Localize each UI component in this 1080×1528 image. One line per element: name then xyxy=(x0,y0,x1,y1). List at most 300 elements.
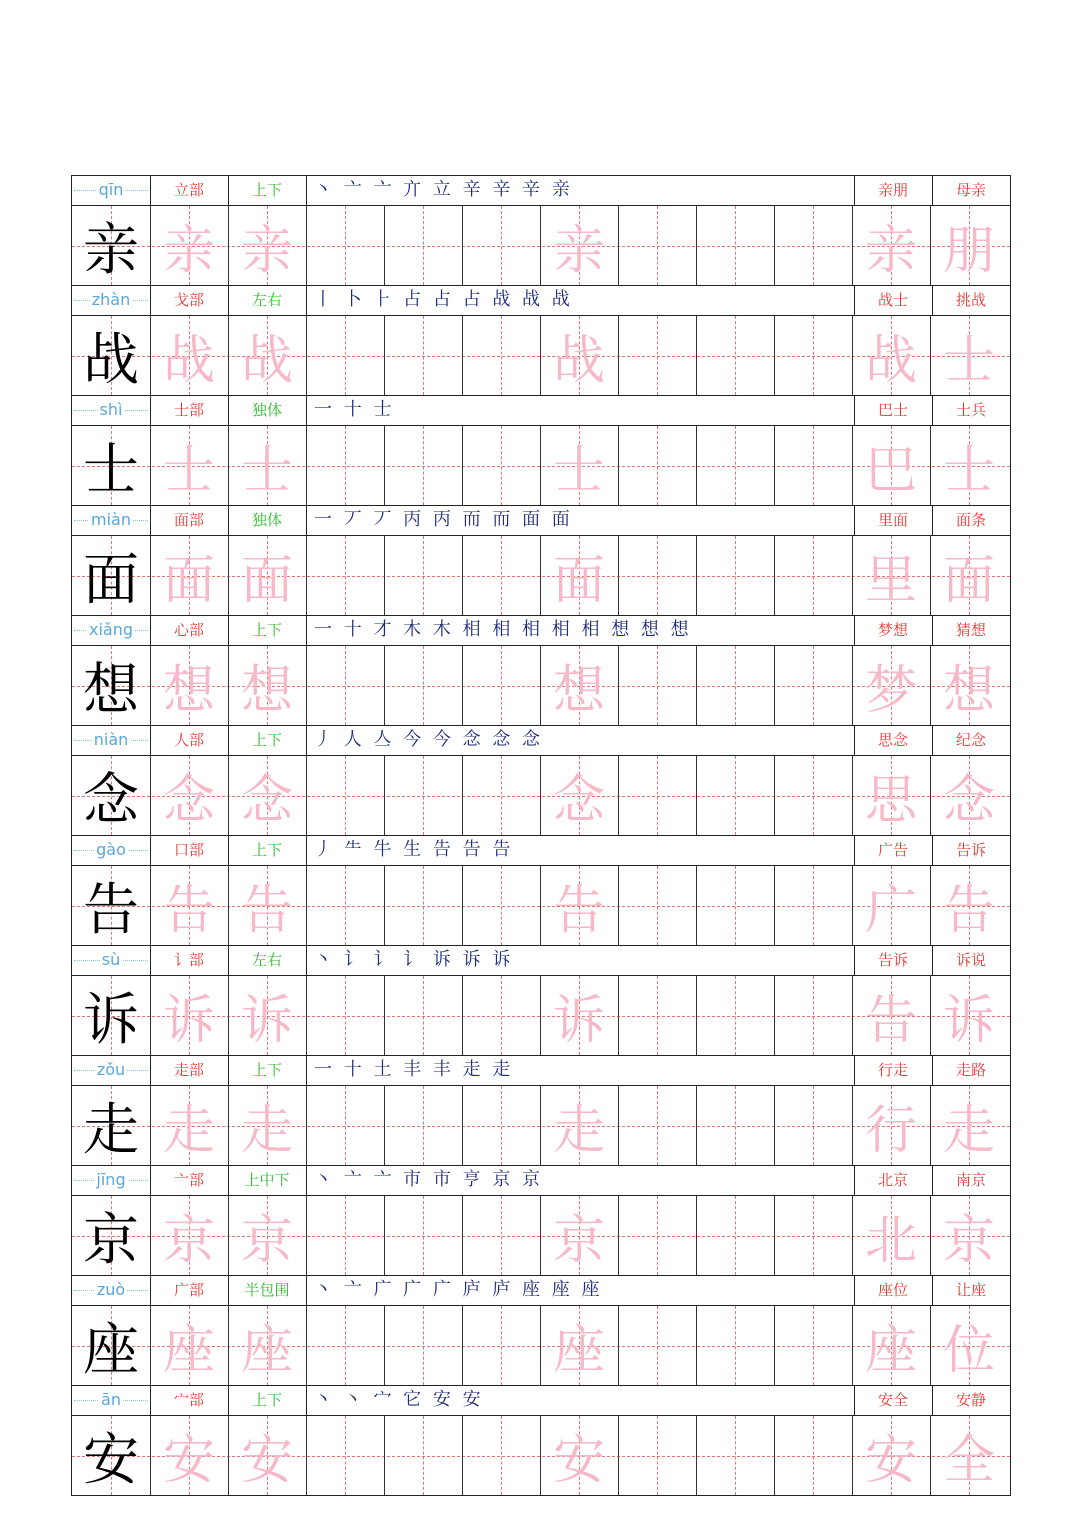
info-row xyxy=(72,1165,1010,1195)
info-separator xyxy=(150,1276,151,1305)
radical-label: 人部 xyxy=(173,731,204,749)
stroke-order: 丶 丶 宀 它 安 安 xyxy=(314,1389,484,1410)
info-separator xyxy=(228,1386,229,1415)
model-character: 座 xyxy=(83,1317,139,1383)
structure-label: 上下 xyxy=(251,731,282,749)
grid-center-vertical xyxy=(735,536,736,615)
word-2: 南京 xyxy=(955,1171,986,1189)
stroke-order: 丿 ⺧ 牛 生 告 告 告 xyxy=(314,839,514,860)
grid-cell-border xyxy=(384,1306,385,1385)
word-1: 巴士 xyxy=(877,401,908,419)
grid-cell-border xyxy=(462,646,463,725)
grid-center-vertical xyxy=(345,976,346,1055)
trace-character: 念 xyxy=(162,771,215,831)
info-separator xyxy=(932,1386,933,1415)
grid-center-vertical xyxy=(345,536,346,615)
info-separator xyxy=(150,286,151,315)
info-separator xyxy=(150,726,151,755)
grid-cell-border xyxy=(384,756,385,835)
trace-word-character: 诉 xyxy=(942,991,995,1051)
word-1: 安全 xyxy=(877,1391,908,1409)
info-separator xyxy=(306,1166,307,1195)
grid-center-vertical xyxy=(735,1196,736,1275)
grid-center-vertical xyxy=(345,866,346,945)
structure-label: 上下 xyxy=(251,621,282,639)
grid-center-vertical xyxy=(501,756,502,835)
info-separator xyxy=(306,616,307,645)
trace-word-character: 念 xyxy=(942,771,995,831)
structure-label: 上下 xyxy=(251,841,282,859)
grid-cell-border xyxy=(774,976,775,1055)
grid-center-vertical xyxy=(423,536,424,615)
word-2: 面条 xyxy=(955,511,986,529)
grid-center-vertical xyxy=(423,866,424,945)
radical-label: 心部 xyxy=(173,621,204,639)
grid-center-vertical xyxy=(423,426,424,505)
grid-center-vertical xyxy=(501,976,502,1055)
grid-cell-border xyxy=(774,1416,775,1495)
trace-word-character: 朋 xyxy=(942,221,995,281)
grid-center-vertical xyxy=(501,426,502,505)
trace-character: 座 xyxy=(552,1321,605,1381)
structure-label: 半包围 xyxy=(244,1281,290,1299)
grid-cell-border xyxy=(306,316,307,395)
worksheet-table xyxy=(71,175,1011,1496)
grid-cell-border xyxy=(384,426,385,505)
grid-cell-border xyxy=(696,976,697,1055)
info-separator xyxy=(854,396,855,425)
structure-label: 独体 xyxy=(251,401,282,419)
grid-center-vertical xyxy=(501,316,502,395)
trace-character: 京 xyxy=(240,1211,293,1271)
info-separator xyxy=(306,1276,307,1305)
stroke-order: 丶 亠 广 广 广 庐 庐 座 座 座 xyxy=(314,1279,603,1300)
info-separator xyxy=(854,1276,855,1305)
grid-center-vertical xyxy=(813,646,814,725)
model-character: 京 xyxy=(83,1207,139,1273)
word-1: 里面 xyxy=(877,511,908,529)
info-row xyxy=(72,285,1010,315)
word-1: 广告 xyxy=(877,841,908,859)
grid-cell-border xyxy=(618,1086,619,1165)
info-separator xyxy=(150,1166,151,1195)
grid-center-vertical xyxy=(735,976,736,1055)
word-1: 北京 xyxy=(877,1171,908,1189)
grid-center-vertical xyxy=(813,426,814,505)
stroke-order: 一 十 土 丰 丰 走 走 xyxy=(314,1059,514,1080)
grid-center-vertical xyxy=(423,976,424,1055)
trace-character: 念 xyxy=(240,771,293,831)
grid-cell-border xyxy=(462,756,463,835)
model-character: 安 xyxy=(83,1427,139,1493)
trace-character: 京 xyxy=(552,1211,605,1271)
grid-center-vertical xyxy=(735,756,736,835)
grid-cell-border xyxy=(306,1306,307,1385)
info-separator xyxy=(306,1386,307,1415)
grid-center-vertical xyxy=(657,866,658,945)
info-separator xyxy=(932,836,933,865)
trace-word-character: 京 xyxy=(942,1211,995,1271)
word-1: 思念 xyxy=(877,731,908,749)
trace-character: 告 xyxy=(552,881,605,941)
character-block xyxy=(72,725,1010,835)
pinyin-cell xyxy=(72,616,150,644)
grid-cell-border xyxy=(618,646,619,725)
grid-center-vertical xyxy=(657,1306,658,1385)
stroke-order: 一 十 才 木 木 相 相 相 相 相 想 想 想 xyxy=(314,619,692,640)
grid-cell-border xyxy=(618,206,619,285)
pinyin-cell xyxy=(72,726,150,754)
grid-cell-border xyxy=(774,866,775,945)
trace-character: 士 xyxy=(240,441,293,501)
info-separator xyxy=(306,946,307,975)
info-separator xyxy=(228,726,229,755)
trace-character: 诉 xyxy=(552,991,605,1051)
info-separator xyxy=(854,286,855,315)
character-block xyxy=(72,175,1010,285)
model-character: 亲 xyxy=(83,217,139,283)
radical-label: 戈部 xyxy=(173,291,204,309)
stroke-order: 丶 讠 讠 讠 诉 诉 诉 xyxy=(314,949,514,970)
radical-label: 讠部 xyxy=(173,951,204,969)
model-character: 诉 xyxy=(83,987,139,1053)
word-2: 走路 xyxy=(955,1061,986,1079)
radical-label: 士部 xyxy=(173,401,204,419)
stroke-order: 丶 亠 亠 亣 立 辛 辛 辛 亲 xyxy=(314,179,573,200)
grid-cell-border xyxy=(462,866,463,945)
trace-character: 想 xyxy=(552,661,605,721)
grid-cell-border xyxy=(618,1306,619,1385)
info-separator xyxy=(228,616,229,645)
info-row xyxy=(72,175,1010,205)
grid-center-vertical xyxy=(345,1086,346,1165)
trace-word-character: 告 xyxy=(864,991,917,1051)
word-1: 亲朋 xyxy=(877,181,908,199)
grid-cell-border xyxy=(696,1416,697,1495)
trace-character: 念 xyxy=(552,771,605,831)
grid-center-vertical xyxy=(345,1416,346,1495)
practice-grid-row xyxy=(72,205,1010,285)
structure-label: 上下 xyxy=(251,1391,282,1409)
trace-character: 京 xyxy=(162,1211,215,1271)
grid-cell-border xyxy=(462,1416,463,1495)
grid-cell-border xyxy=(696,1306,697,1385)
stroke-order: 一 丆 丆 丙 丙 而 而 面 面 xyxy=(314,509,573,530)
grid-center-vertical xyxy=(657,1416,658,1495)
pinyin-cell xyxy=(72,1386,150,1414)
word-1: 战士 xyxy=(877,291,908,309)
word-1: 告诉 xyxy=(877,951,908,969)
grid-cell-border xyxy=(774,426,775,505)
practice-grid-row xyxy=(72,1305,1010,1385)
info-separator xyxy=(150,946,151,975)
trace-character: 亲 xyxy=(162,221,215,281)
trace-word-character: 座 xyxy=(864,1321,917,1381)
grid-cell-border xyxy=(462,536,463,615)
trace-character: 想 xyxy=(240,661,293,721)
radical-label: 口部 xyxy=(173,841,204,859)
grid-center-vertical xyxy=(345,426,346,505)
grid-center-vertical xyxy=(501,1306,502,1385)
grid-cell-border xyxy=(696,646,697,725)
trace-word-character: 梦 xyxy=(864,661,917,721)
info-separator xyxy=(932,726,933,755)
character-block xyxy=(72,1165,1010,1275)
info-separator xyxy=(150,836,151,865)
trace-word-character: 巴 xyxy=(864,441,917,501)
pinyin-cell xyxy=(72,1056,150,1084)
grid-cell-border xyxy=(774,1306,775,1385)
grid-cell-border xyxy=(384,976,385,1055)
grid-center-vertical xyxy=(501,206,502,285)
grid-center-vertical xyxy=(813,316,814,395)
info-separator xyxy=(854,1056,855,1085)
grid-center-vertical xyxy=(345,756,346,835)
character-block xyxy=(72,285,1010,395)
info-separator xyxy=(150,1386,151,1415)
trace-word-character: 安 xyxy=(864,1431,917,1491)
pinyin-text: gào xyxy=(96,840,126,859)
grid-cell-border xyxy=(618,866,619,945)
radical-label: 宀部 xyxy=(173,1391,204,1409)
practice-grid-row xyxy=(72,315,1010,395)
structure-label: 上下 xyxy=(251,181,282,199)
info-row xyxy=(72,835,1010,865)
word-2: 告诉 xyxy=(955,841,986,859)
word-2: 挑战 xyxy=(955,291,986,309)
info-separator xyxy=(932,946,933,975)
word-1: 座位 xyxy=(877,1281,908,1299)
grid-center-vertical xyxy=(813,1416,814,1495)
info-separator xyxy=(228,396,229,425)
practice-grid-row xyxy=(72,1195,1010,1275)
grid-center-vertical xyxy=(657,1196,658,1275)
grid-cell-border xyxy=(774,756,775,835)
character-block xyxy=(72,1385,1010,1496)
info-separator xyxy=(854,616,855,645)
grid-cell-border xyxy=(618,1196,619,1275)
grid-cell-border xyxy=(306,1086,307,1165)
grid-center-vertical xyxy=(813,1306,814,1385)
trace-word-character: 亲 xyxy=(864,221,917,281)
trace-character: 座 xyxy=(240,1321,293,1381)
grid-cell-border xyxy=(696,426,697,505)
info-separator xyxy=(228,286,229,315)
character-block xyxy=(72,505,1010,615)
info-separator xyxy=(854,946,855,975)
pinyin-cell xyxy=(72,396,150,424)
grid-cell-border xyxy=(618,536,619,615)
grid-cell-border xyxy=(306,206,307,285)
word-2: 母亲 xyxy=(955,181,986,199)
trace-word-character: 面 xyxy=(942,551,995,611)
grid-center-vertical xyxy=(423,646,424,725)
grid-center-vertical xyxy=(657,646,658,725)
pinyin-cell xyxy=(72,1276,150,1304)
grid-cell-border xyxy=(306,1196,307,1275)
grid-center-vertical xyxy=(423,1196,424,1275)
trace-word-character: 士 xyxy=(942,441,995,501)
character-block xyxy=(72,835,1010,945)
pinyin-text: zǒu xyxy=(96,1060,126,1079)
info-separator xyxy=(306,836,307,865)
grid-center-vertical xyxy=(501,646,502,725)
pinyin-cell xyxy=(72,506,150,534)
grid-center-vertical xyxy=(735,866,736,945)
grid-center-vertical xyxy=(423,206,424,285)
word-1: 行走 xyxy=(877,1061,908,1079)
pinyin-cell xyxy=(72,286,150,314)
trace-word-character: 广 xyxy=(864,881,917,941)
character-block xyxy=(72,1275,1010,1385)
stroke-order: 丿 人 亼 今 今 念 念 念 xyxy=(314,729,544,750)
grid-center-vertical xyxy=(813,866,814,945)
grid-center-vertical xyxy=(345,1306,346,1385)
word-2: 让座 xyxy=(955,1281,986,1299)
grid-cell-border xyxy=(462,1086,463,1165)
word-2: 安静 xyxy=(955,1391,986,1409)
grid-cell-border xyxy=(774,646,775,725)
trace-character: 告 xyxy=(162,881,215,941)
info-row xyxy=(72,505,1010,535)
stroke-order: 丨 卜 ⺊ 占 占 占 战 战 战 xyxy=(314,289,573,310)
grid-center-vertical xyxy=(813,206,814,285)
info-row xyxy=(72,615,1010,645)
grid-center-vertical xyxy=(735,426,736,505)
info-separator xyxy=(150,506,151,535)
grid-cell-border xyxy=(462,976,463,1055)
info-row xyxy=(72,1055,1010,1085)
grid-cell-border xyxy=(774,1196,775,1275)
structure-label: 左右 xyxy=(251,951,282,969)
grid-center-vertical xyxy=(735,646,736,725)
trace-word-character: 走 xyxy=(942,1101,995,1161)
grid-cell-border xyxy=(306,866,307,945)
info-separator xyxy=(932,1166,933,1195)
info-separator xyxy=(932,286,933,315)
grid-cell-border xyxy=(384,206,385,285)
grid-cell-border xyxy=(618,316,619,395)
grid-cell-border xyxy=(384,866,385,945)
grid-center-vertical xyxy=(813,756,814,835)
practice-grid-row xyxy=(72,645,1010,725)
word-2: 纪念 xyxy=(955,731,986,749)
grid-center-vertical xyxy=(657,426,658,505)
grid-cell-border xyxy=(696,866,697,945)
model-character: 走 xyxy=(83,1097,139,1163)
practice-grid-row xyxy=(72,535,1010,615)
grid-center-vertical xyxy=(501,1416,502,1495)
pinyin-text: miàn xyxy=(91,510,131,529)
grid-cell-border xyxy=(696,1086,697,1165)
word-1: 梦想 xyxy=(877,621,908,639)
info-separator xyxy=(854,176,855,205)
grid-center-vertical xyxy=(423,756,424,835)
pinyin-cell xyxy=(72,1166,150,1194)
pinyin-cell xyxy=(72,946,150,974)
grid-center-vertical xyxy=(345,1196,346,1275)
practice-grid-row xyxy=(72,1085,1010,1165)
radical-label: 走部 xyxy=(173,1061,204,1079)
grid-cell-border xyxy=(618,976,619,1055)
grid-cell-border xyxy=(384,1196,385,1275)
grid-cell-border xyxy=(306,646,307,725)
trace-word-character: 北 xyxy=(864,1211,917,1271)
pinyin-text: zuò xyxy=(96,1280,126,1299)
info-separator xyxy=(854,1166,855,1195)
info-separator xyxy=(150,616,151,645)
trace-word-character: 里 xyxy=(864,551,917,611)
info-separator xyxy=(854,836,855,865)
grid-cell-border xyxy=(696,206,697,285)
info-separator xyxy=(150,396,151,425)
trace-character: 安 xyxy=(552,1431,605,1491)
grid-center-vertical xyxy=(813,536,814,615)
practice-grid-row xyxy=(72,975,1010,1055)
info-separator xyxy=(932,506,933,535)
grid-cell-border xyxy=(774,206,775,285)
practice-grid-row xyxy=(72,1415,1010,1496)
info-separator xyxy=(854,726,855,755)
info-separator xyxy=(932,396,933,425)
word-2: 猜想 xyxy=(955,621,986,639)
trace-character: 座 xyxy=(162,1321,215,1381)
pinyin-text: xiǎng xyxy=(88,620,133,639)
grid-center-vertical xyxy=(657,976,658,1055)
grid-cell-border xyxy=(462,1196,463,1275)
trace-word-character: 全 xyxy=(942,1431,995,1491)
pinyin-text: niàn xyxy=(93,730,129,749)
grid-center-vertical xyxy=(501,1086,502,1165)
grid-cell-border xyxy=(462,426,463,505)
grid-center-vertical xyxy=(423,316,424,395)
trace-character: 安 xyxy=(162,1431,215,1491)
trace-character: 战 xyxy=(162,331,215,391)
info-separator xyxy=(150,1056,151,1085)
trace-word-character: 行 xyxy=(864,1101,917,1161)
structure-label: 左右 xyxy=(251,291,282,309)
grid-cell-border xyxy=(774,536,775,615)
grid-center-vertical xyxy=(657,206,658,285)
practice-grid-row xyxy=(72,865,1010,945)
trace-character: 诉 xyxy=(240,991,293,1051)
model-character: 念 xyxy=(83,767,139,833)
info-separator xyxy=(228,836,229,865)
radical-label: 立部 xyxy=(173,181,204,199)
grid-cell-border xyxy=(384,646,385,725)
info-separator xyxy=(932,176,933,205)
grid-cell-border xyxy=(618,426,619,505)
grid-cell-border xyxy=(462,1306,463,1385)
grid-cell-border xyxy=(774,1086,775,1165)
grid-cell-border xyxy=(306,1416,307,1495)
grid-cell-border xyxy=(306,536,307,615)
pinyin-cell xyxy=(72,176,150,204)
radical-label: 亠部 xyxy=(173,1171,204,1189)
info-separator xyxy=(228,1166,229,1195)
info-separator xyxy=(854,506,855,535)
grid-cell-border xyxy=(306,976,307,1055)
character-block xyxy=(72,945,1010,1055)
info-separator xyxy=(306,396,307,425)
model-character: 战 xyxy=(83,327,139,393)
grid-center-vertical xyxy=(735,1086,736,1165)
model-character: 面 xyxy=(83,547,139,613)
grid-center-vertical xyxy=(735,316,736,395)
trace-character: 面 xyxy=(162,551,215,611)
practice-grid-row xyxy=(72,425,1010,505)
grid-center-vertical xyxy=(813,1196,814,1275)
